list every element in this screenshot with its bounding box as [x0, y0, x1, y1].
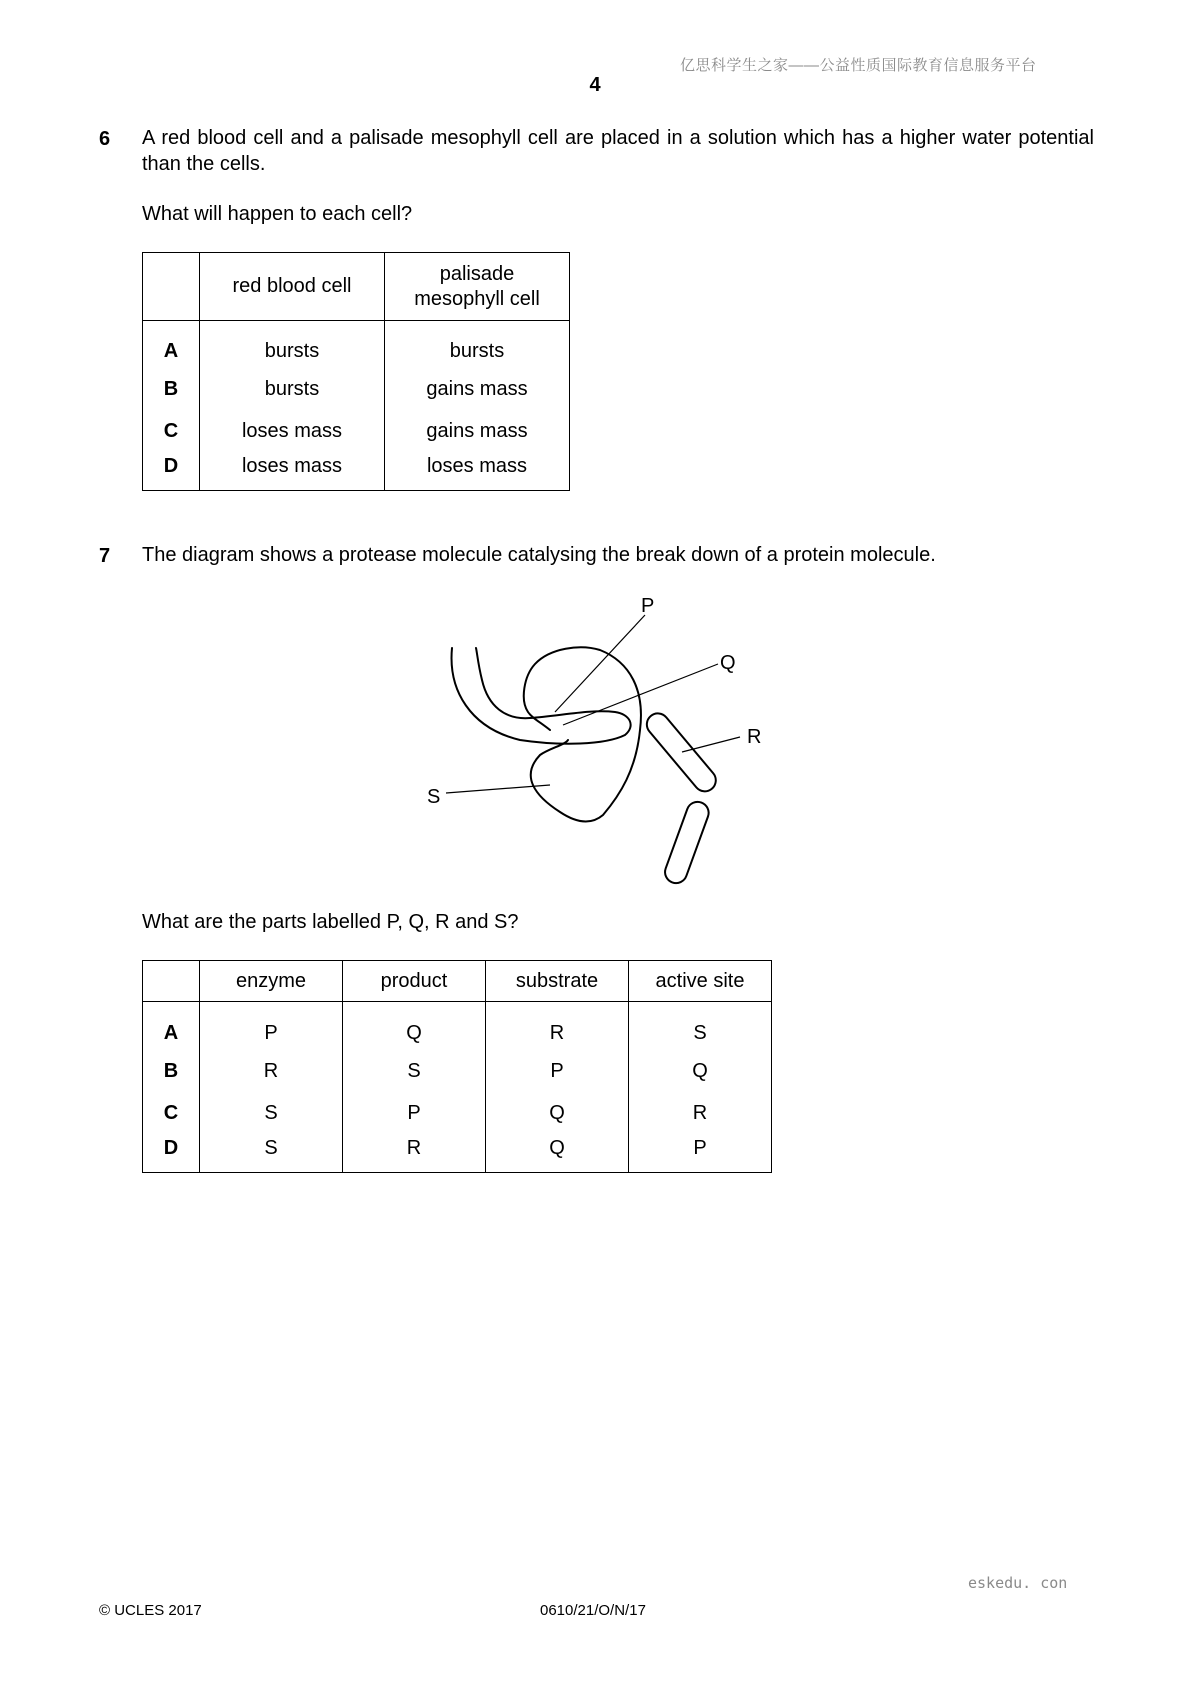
- enzyme-molecule: [524, 647, 641, 821]
- table-cell: P: [200, 1002, 343, 1051]
- table-cell: Q: [486, 1093, 629, 1135]
- footer-paper-code: 0610/21/O/N/17: [540, 1602, 646, 1619]
- table-cell: P: [343, 1093, 486, 1135]
- label-p: P: [641, 595, 655, 617]
- table-cell: bursts: [200, 321, 385, 369]
- question-7-number: 7: [99, 545, 111, 567]
- table-cell: S: [200, 1093, 343, 1135]
- table-cell: S: [200, 1135, 343, 1173]
- table-header-row: [143, 961, 772, 1002]
- option-letter: C: [143, 411, 200, 453]
- column-header: product: [343, 961, 486, 1002]
- question-7-table: [142, 960, 772, 1173]
- table-cell: bursts: [200, 369, 385, 411]
- column-header-text: palisade mesophyll cell: [414, 262, 540, 310]
- table-cell: S: [343, 1051, 486, 1093]
- table-row: [143, 1051, 772, 1093]
- table-cell: Q: [486, 1135, 629, 1173]
- question-6-text: A red blood cell and a palisade mesophyll cell are placed in a solution which has a higher water potential than the cells.: [142, 127, 1094, 175]
- header-watermark: 亿思科学生之家——公益性质国际教育信息服务平台: [680, 57, 1037, 74]
- product-fragment-lower: [662, 799, 712, 886]
- column-header: substrate: [486, 961, 629, 1002]
- question-6-prompt: What will happen to each cell?: [142, 203, 413, 225]
- footer-copyright: © UCLES 2017: [99, 1602, 202, 1619]
- table-cell: R: [343, 1135, 486, 1173]
- option-letter: A: [143, 1002, 200, 1051]
- table-cell: loses mass: [200, 453, 385, 491]
- label-s: S: [427, 786, 441, 808]
- option-letter: B: [143, 1051, 200, 1093]
- table-cell: Q: [629, 1051, 772, 1093]
- option-letter: D: [143, 1135, 200, 1173]
- table-cell: R: [486, 1002, 629, 1051]
- label-q: Q: [720, 652, 736, 674]
- table-cell: gains mass: [385, 369, 570, 411]
- page-number: 4: [589, 74, 601, 96]
- question-6-table: [142, 252, 570, 491]
- option-letter: A: [143, 321, 200, 369]
- question-7-prompt: What are the parts labelled P, Q, R and S?: [142, 911, 519, 933]
- substrate-chain: [452, 648, 631, 744]
- column-header: active site: [629, 961, 772, 1002]
- column-header: red blood cell: [200, 253, 385, 321]
- column-header: [385, 253, 570, 321]
- table-row: [143, 1002, 772, 1051]
- option-letter: D: [143, 453, 200, 491]
- question-7-text: The diagram shows a protease molecule catalysing the break down of a protein molecule.: [142, 544, 936, 566]
- footer-watermark: eskedu. con: [968, 1574, 1068, 1592]
- option-letter: B: [143, 369, 200, 411]
- table-row: [143, 1135, 772, 1173]
- table-cell: gains mass: [385, 411, 570, 453]
- table-cell: P: [629, 1135, 772, 1173]
- table-cell: loses mass: [200, 411, 385, 453]
- protease-diagram: [400, 585, 800, 895]
- column-header: enzyme: [200, 961, 343, 1002]
- table-row: [143, 321, 570, 369]
- table-row: [143, 1093, 772, 1135]
- table-cell: Q: [343, 1002, 486, 1051]
- table-cell: loses mass: [385, 453, 570, 491]
- table-cell: P: [486, 1051, 629, 1093]
- product-fragment-upper: [642, 709, 720, 796]
- table-corner-cell: [143, 961, 200, 1002]
- question-6-number: 6: [99, 128, 111, 150]
- table-row: [143, 411, 570, 453]
- table-header-row: [143, 253, 570, 321]
- table-cell: R: [629, 1093, 772, 1135]
- table-corner-cell: [143, 253, 200, 321]
- table-row: [143, 369, 570, 411]
- table-cell: bursts: [385, 321, 570, 369]
- label-r-leader: [682, 737, 740, 752]
- option-letter: C: [143, 1093, 200, 1135]
- table-row: [143, 453, 570, 491]
- table-cell: S: [629, 1002, 772, 1051]
- label-r: R: [747, 726, 762, 748]
- table-cell: R: [200, 1051, 343, 1093]
